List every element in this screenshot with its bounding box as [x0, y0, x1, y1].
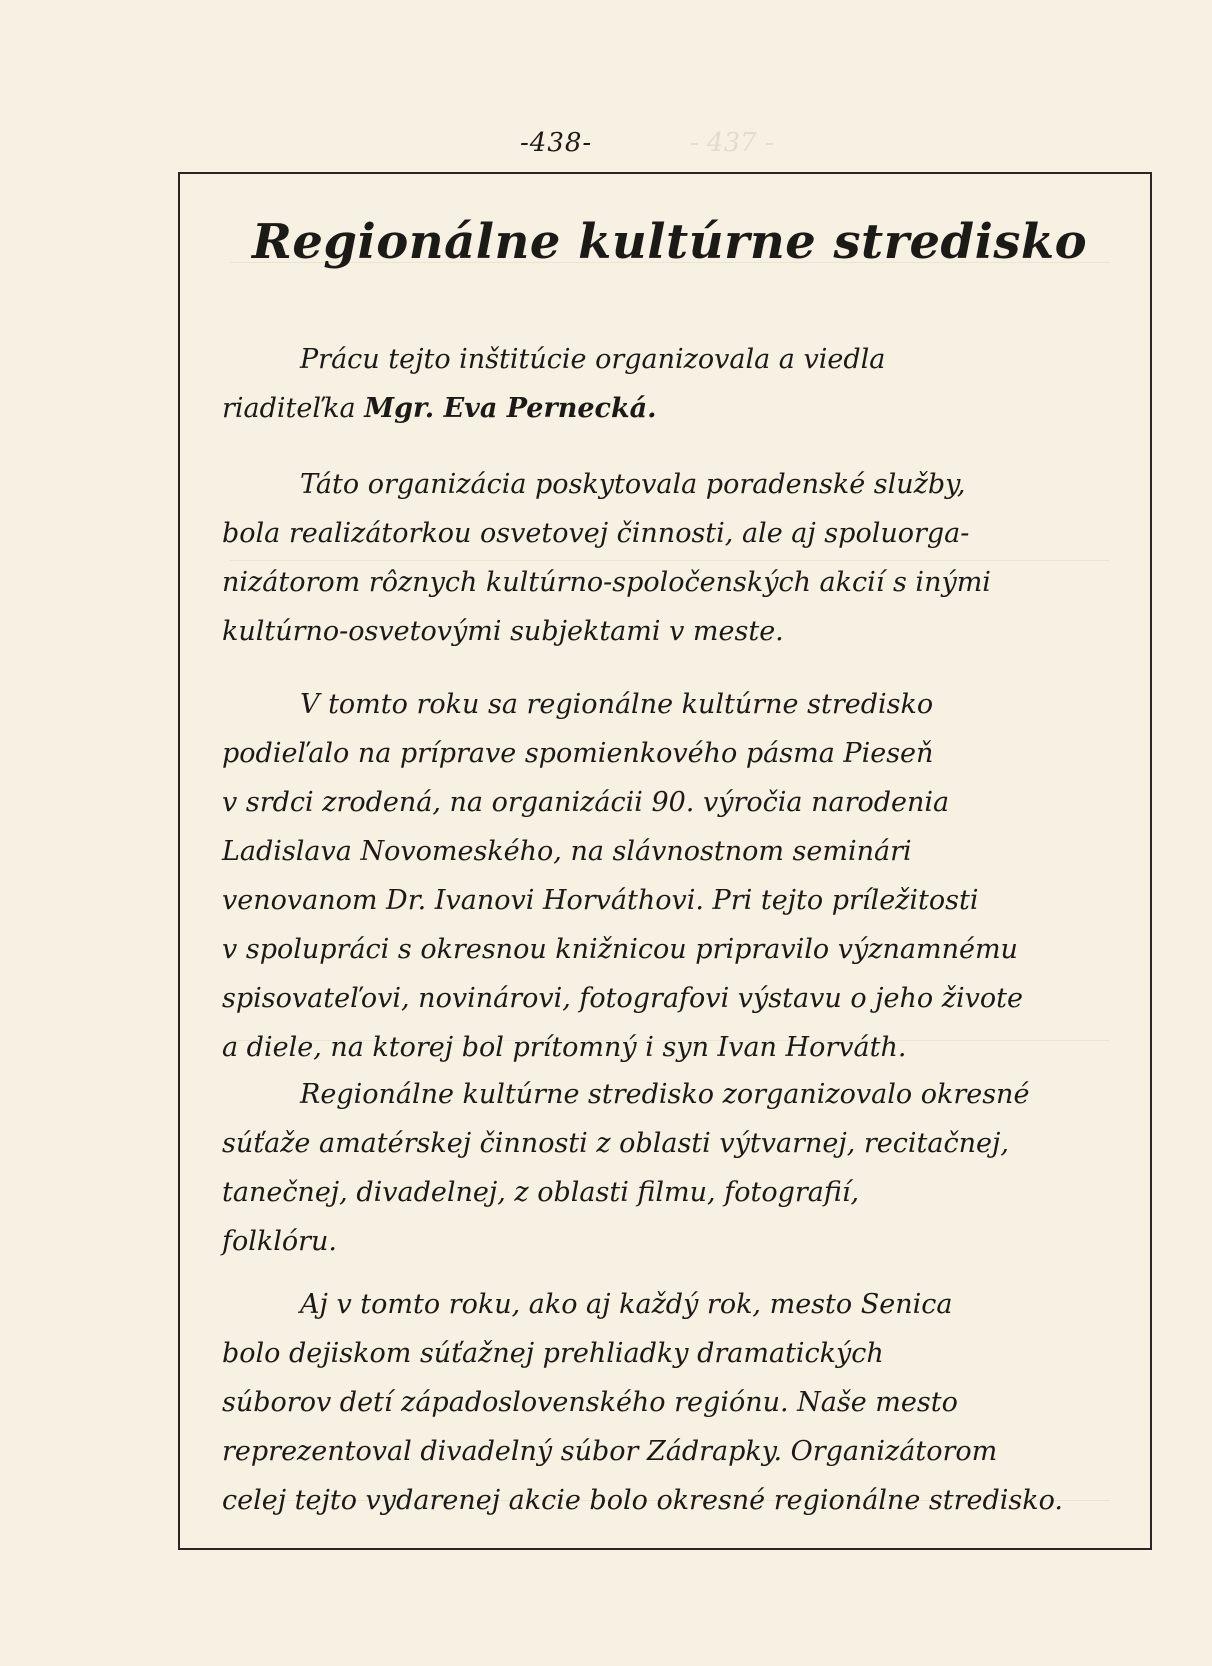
- page-number: -438-: [520, 128, 593, 158]
- text-line: Aj v tomto roku, ako aj každý rok, mesto Senica: [300, 1289, 953, 1320]
- text-line: súťaže amatérskej činnosti z oblasti výtvarnej, recitačnej,: [222, 1128, 1009, 1159]
- paragraph-events: [222, 680, 1132, 1072]
- text-line: reprezentoval divadelný súbor Zádrapky. Organizátorom: [222, 1436, 998, 1467]
- text-line: bolo dejiskom súťažnej prehliadky dramatických: [222, 1338, 884, 1369]
- paragraph-theatre: [222, 1280, 1132, 1525]
- text-line: bola realizátorkou osvetovej činnosti, ale aj spoluorga-: [222, 518, 970, 549]
- text-line: podieľalo na príprave spomienkového pásma Pieseň: [222, 738, 934, 769]
- text-line: V tomto roku sa regionálne kultúrne stredisko: [300, 689, 934, 720]
- text-line: súborov detí západoslovenského regiónu. Naše mesto: [222, 1387, 958, 1418]
- paragraph-competitions: [222, 1070, 1132, 1266]
- document-title: Regionálne kultúrne stredisko: [252, 214, 1088, 270]
- text-line: celej tejto vydarenej akcie bolo okresné regionálne stredisko.: [222, 1485, 1063, 1516]
- text-line: Táto organizácia poskytovala poradenské služby,: [300, 469, 966, 500]
- text-line: tanečnej, divadelnej, z oblasti filmu, fotografií,: [222, 1177, 860, 1208]
- text-line: v srdci zrodená, na organizácii 90. výročia narodenia: [222, 787, 950, 818]
- text-line: Prácu tejto inštitúcie organizovala a viedla: [300, 344, 886, 375]
- text-line: kultúrno-osvetovými subjektami v meste.: [222, 616, 784, 647]
- text-line: spisovateľovi, novinárovi, fotografovi výstavu o jeho živote: [222, 983, 1023, 1014]
- text-fragment: riaditeľka: [222, 393, 365, 424]
- paragraph-director: [222, 335, 1132, 433]
- text-line: venovanom Dr. Ivanovi Horváthovi. Pri tejto príležitosti: [222, 885, 979, 916]
- text-line: Ladislava Novomeského, na slávnostnom seminári: [222, 836, 912, 867]
- text-line: v spolupráci s okresnou knižnicou pripravilo významnému: [222, 934, 1018, 965]
- text-line: Regionálne kultúrne stredisko zorganizovalo okresné: [300, 1079, 1030, 1110]
- ghost-page-number: - 437 -: [690, 128, 774, 158]
- text-line: a diele, na ktorej bol prítomný i syn Ivan Horváth.: [222, 1032, 907, 1063]
- text-line: nizátorom rôznych kultúrno-spoločenských akcií s inými: [222, 567, 991, 598]
- text-line: [222, 384, 1132, 433]
- text-line: folklóru.: [222, 1226, 338, 1257]
- director-name: Mgr. Eva Pernecká.: [364, 393, 657, 424]
- paragraph-services: [222, 460, 1132, 656]
